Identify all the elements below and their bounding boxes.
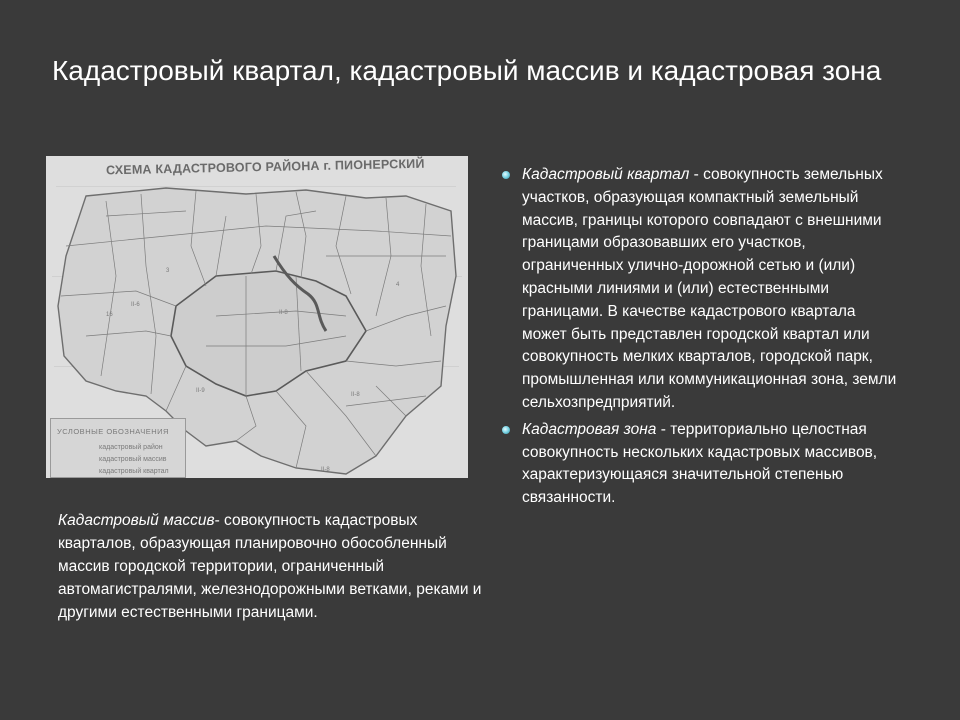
- svg-text:16: 16: [106, 312, 113, 318]
- svg-text:II-6: II-6: [131, 302, 140, 308]
- legend-item: кадастровый район: [99, 444, 163, 451]
- legend-title: УСЛОВНЫЕ ОБОЗНАЧЕНИЯ: [57, 427, 169, 436]
- cadastral-massif-definition: [58, 509, 488, 624]
- svg-text:3: 3: [166, 268, 170, 274]
- slide-title: Кадастровый квартал, кадастровый массив и кадастровая зона: [52, 55, 882, 86]
- cadastral-map-image: [46, 156, 468, 478]
- list-item: [500, 419, 900, 510]
- term-label: Кадастровый квартал: [522, 166, 690, 183]
- legend-item: кадастровый массив: [99, 456, 167, 463]
- bullet-icon: [502, 426, 510, 434]
- svg-text:4: 4: [396, 282, 400, 288]
- svg-text:II-8: II-8: [321, 467, 330, 473]
- list-item: [500, 164, 900, 415]
- svg-text:II-8: II-8: [351, 392, 360, 398]
- svg-text:II-9: II-9: [196, 388, 205, 394]
- definition-text: - территориально целостная совокупность нескольких кадастровых массивов, характеризующаяся значительной степенью связанности.: [522, 420, 878, 507]
- bullet-icon: [502, 171, 510, 179]
- term-label: Кадастровый массив: [58, 512, 215, 529]
- definitions-list: [500, 164, 900, 514]
- term-label: Кадастровая зона: [522, 420, 657, 438]
- definition-text: - совокупность кадастровых кварталов, образующая планировочно обособленный массив городской территории, ограниченный автомагистралями, железнодорожными ветками, реками и другими естественными границами.: [58, 512, 482, 621]
- legend-item: кадастровый квартал: [99, 468, 169, 475]
- map-legend: [50, 418, 186, 478]
- definition-text: - совокупность земельных участков, образующая компактный земельный массив, границы которого совпадают с внешними границами образовавших его участков, ограниченных улично-дорожной сетью и (или) красными линиями и (или) естественными границами. В качестве кадастрового квартала может быть представлен городской квартал или совокупность мелких кварталов, городской парк, промышленная или коммуникационная зона, земли сельхозпредприятий.: [522, 166, 897, 411]
- svg-text:II-8: II-8: [279, 310, 288, 316]
- map-heading: СХЕМА КАДАСТРОВОГО РАЙОНА г. ПИОНЕРСКИЙ: [105, 156, 425, 178]
